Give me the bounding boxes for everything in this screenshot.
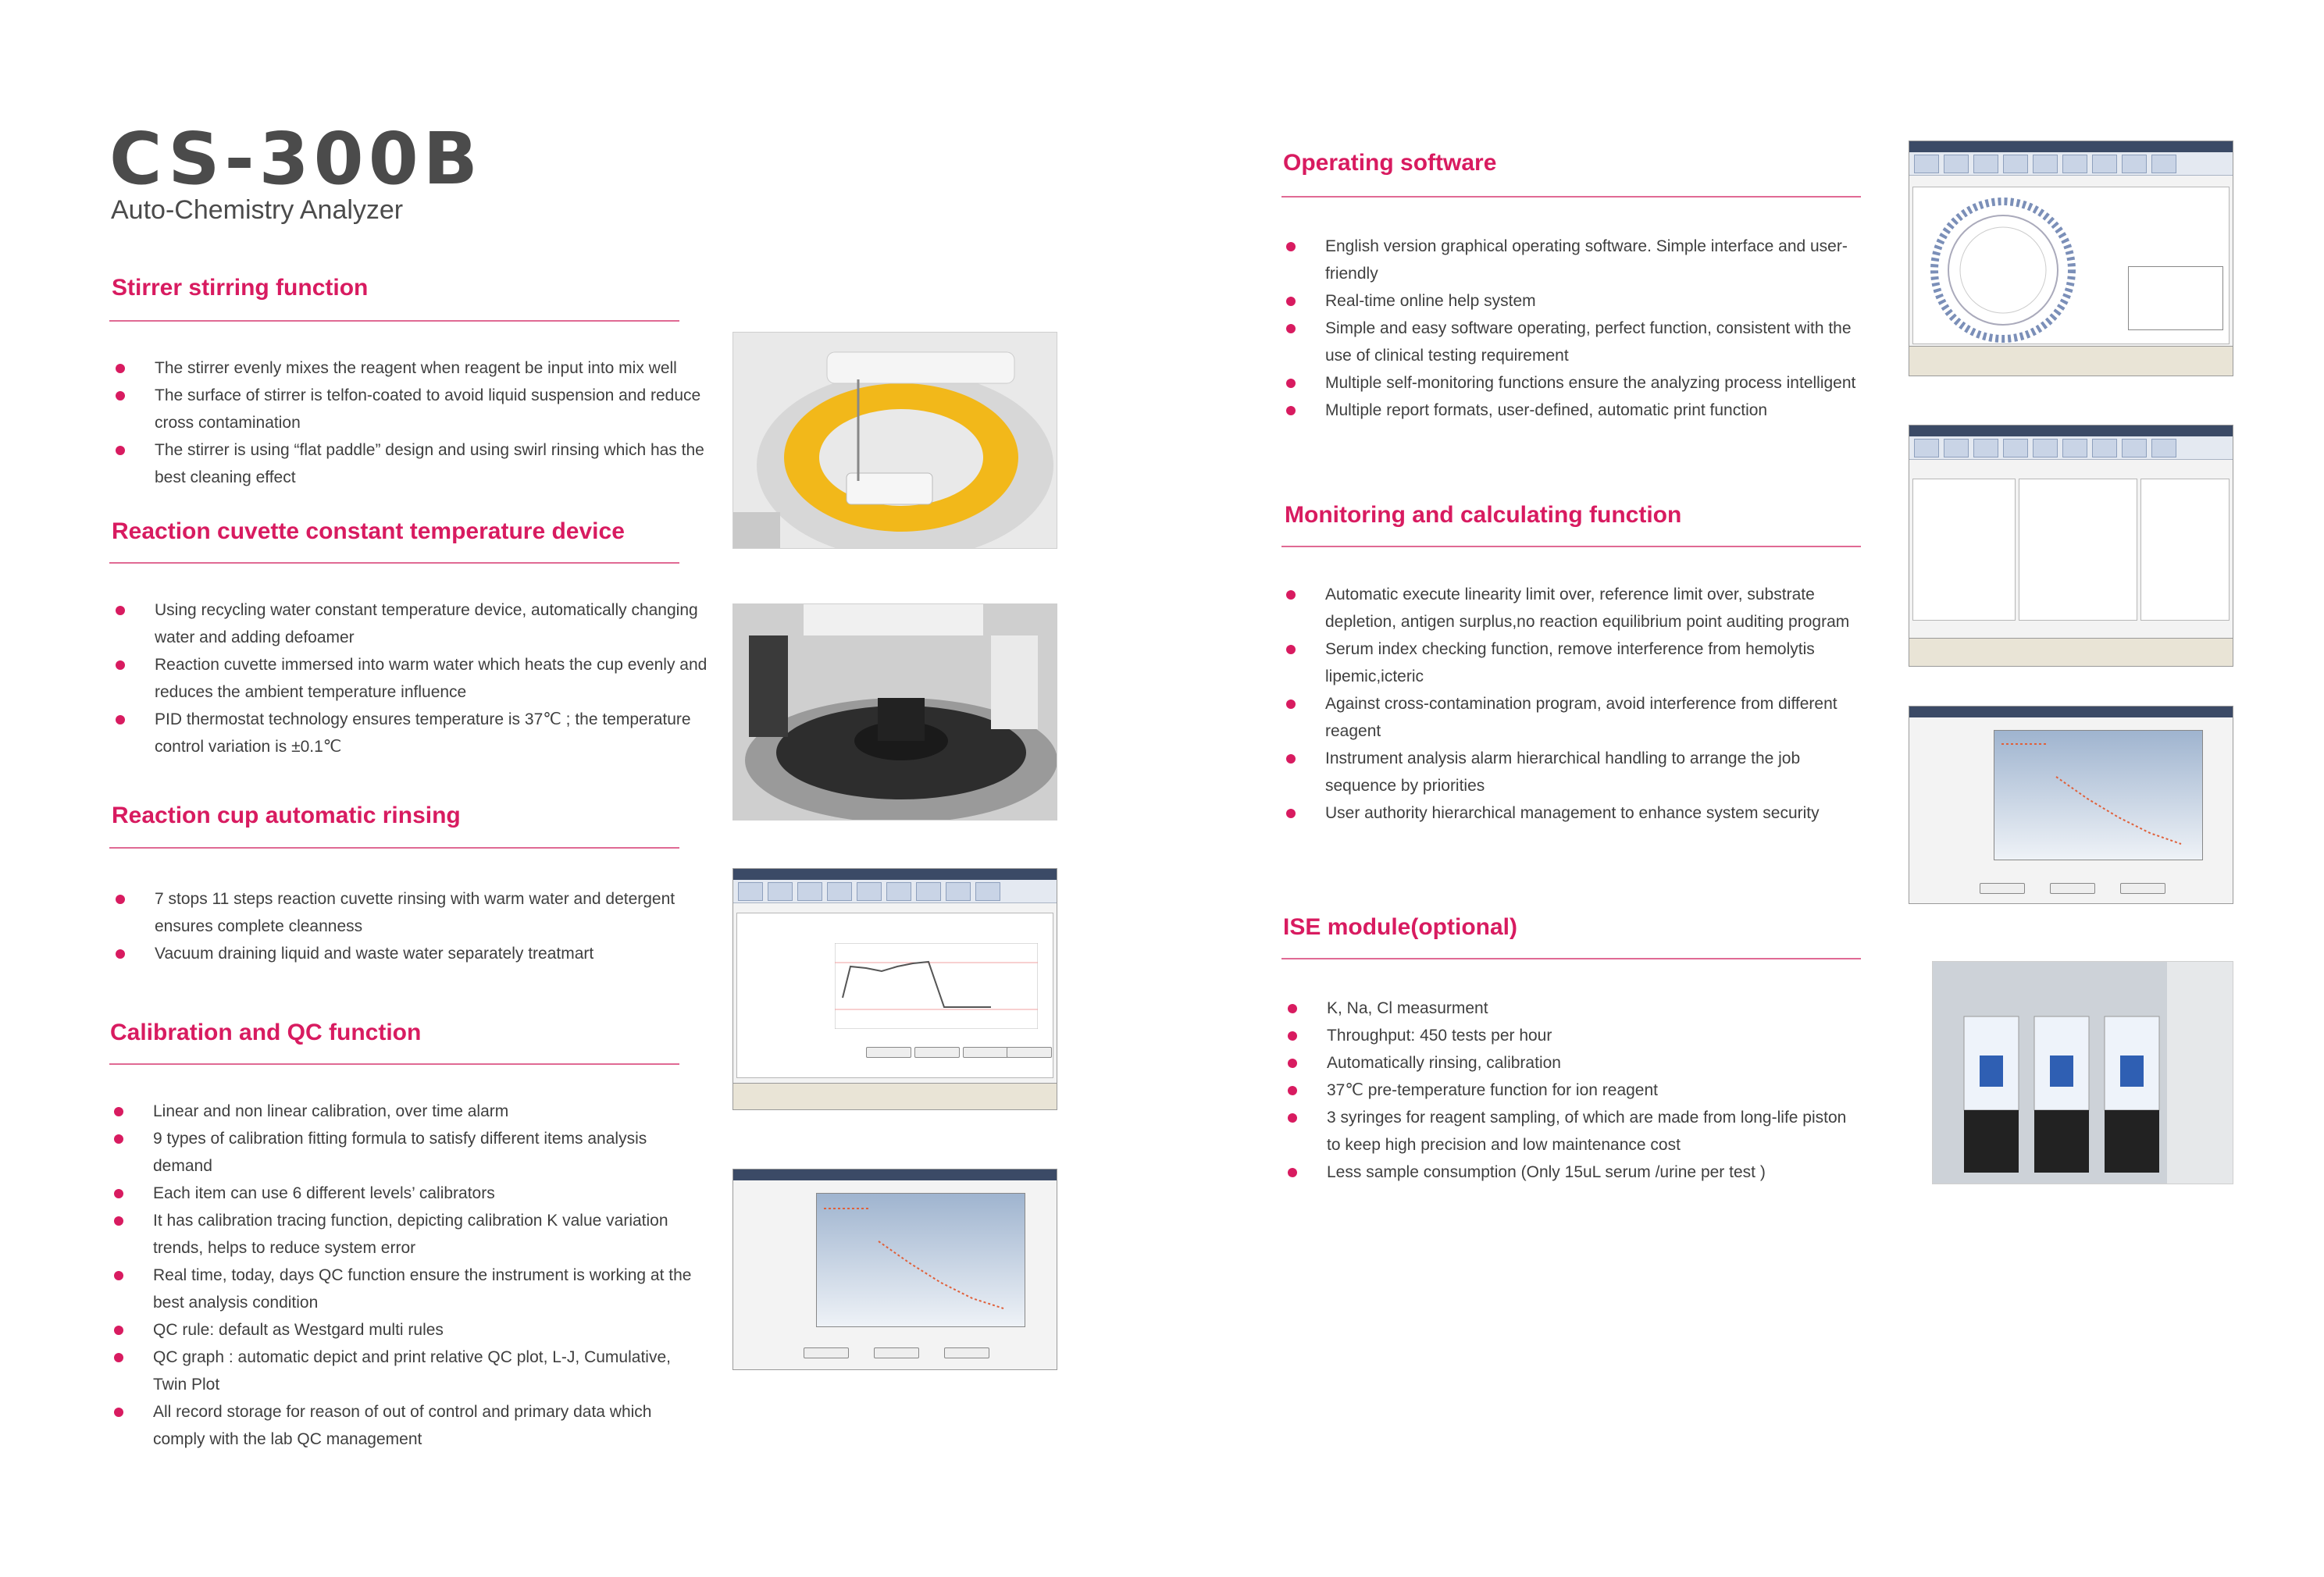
sample-tray-screenshot [1909, 141, 2233, 376]
monitoring-bullet-list [1281, 581, 1875, 827]
reaction-curve-screenshot [732, 1169, 1057, 1370]
list-item: 9 types of calibration fitting formula to satisfy different items analysis demand [109, 1125, 703, 1180]
list-item: Vacuum draining liquid and waste water separately treatmart [111, 940, 720, 967]
section-title-ise: ISE module(optional) [1283, 914, 1517, 940]
list-item: Multiple report formats, user-defined, automatic print function [1281, 397, 1875, 424]
list-item: K, Na, Cl measurment [1283, 995, 1861, 1022]
parameter-settings-screenshot [1909, 425, 2233, 667]
stirrer-photo [732, 332, 1057, 549]
section-title-monitoring: Monitoring and calculating function [1285, 502, 1682, 528]
list-item: The surface of stirrer is telfon-coated to avoid liquid suspension and reduce cross contamination [111, 382, 720, 436]
list-item: Throughput: 450 tests per hour [1283, 1022, 1861, 1049]
list-item: Real-time online help system [1281, 287, 1875, 315]
list-item: Serum index checking function, remove interference from hemolytis lipemic,icteric [1281, 635, 1875, 690]
list-item: Automatic execute linearity limit over, reference limit over, substrate depletion, antigen surplus,no reaction equilibrium point auditing program [1281, 581, 1875, 635]
product-logo: CS-300B [109, 117, 483, 201]
list-item: User authority hierarchical management to enhance system security [1281, 799, 1875, 827]
list-item: The stirrer is using “flat paddle” design and using swirl rinsing which has the best cleaning effect [111, 436, 720, 491]
rinsing-bullet-list [111, 885, 720, 967]
list-item: Linear and non linear calibration, over time alarm [109, 1098, 703, 1125]
section-title-cuvette: Reaction cuvette constant temperature device [112, 518, 625, 544]
list-item: 37℃ pre-temperature function for ion reagent [1283, 1077, 1861, 1104]
list-item: Multiple self-monitoring functions ensure the analyzing process intelligent [1281, 369, 1875, 397]
list-item: Automatically rinsing, calibration [1283, 1049, 1861, 1077]
list-item: Less sample consumption (Only 15uL serum /urine per test ) [1283, 1159, 1861, 1186]
ise-bullet-list [1283, 995, 1861, 1186]
list-item: Each item can use 6 different levels’ calibrators [109, 1180, 703, 1207]
section-divider [109, 320, 679, 322]
section-divider [109, 562, 679, 564]
list-item: 7 stops 11 steps reaction cuvette rinsing with warm water and detergent ensures complete cleanness [111, 885, 720, 940]
calibration-bullet-list [109, 1098, 703, 1453]
section-title-rinsing: Reaction cup automatic rinsing [112, 803, 461, 828]
section-title-stirrer: Stirrer stirring function [112, 275, 369, 301]
list-item: All record storage for reason of out of control and primary data which comply with the lab QC management [109, 1398, 703, 1453]
list-item: English version graphical operating software. Simple interface and user-friendly [1281, 233, 1875, 287]
stirrer-bullet-list [111, 354, 720, 491]
list-item: Instrument analysis alarm hierarchical handling to arrange the job sequence by priorities [1281, 745, 1875, 799]
section-divider [1281, 196, 1861, 198]
qc-chart-screenshot [732, 868, 1057, 1110]
reaction-curve-screenshot-2 [1909, 706, 2233, 904]
water-bath-photo [732, 603, 1057, 821]
ise-syringes-photo [1932, 961, 2233, 1184]
list-item: Against cross-contamination program, avoid interference from different reagent [1281, 690, 1875, 745]
list-item: Real time, today, days QC function ensure the instrument is working at the best analysis condition [109, 1262, 703, 1316]
list-item: The stirrer evenly mixes the reagent when reagent be input into mix well [111, 354, 720, 382]
list-item: QC rule: default as Westgard multi rules [109, 1316, 703, 1344]
list-item: QC graph : automatic depict and print relative QC plot, L-J, Cumulative, Twin Plot [109, 1344, 703, 1398]
section-divider [109, 847, 679, 849]
section-divider [1281, 958, 1861, 959]
section-title-software: Operating software [1283, 150, 1497, 176]
list-item: 3 syringes for reagent sampling, of which are made from long-life piston to keep high precision and low maintenance cost [1283, 1104, 1861, 1159]
section-divider [109, 1063, 679, 1065]
section-divider [1281, 546, 1861, 547]
list-item: Reaction cuvette immersed into warm water which heats the cup evenly and reduces the ambient temperature influence [111, 651, 720, 706]
software-bullet-list [1281, 233, 1875, 424]
list-item: Simple and easy software operating, perfect function, consistent with the use of clinical testing requirement [1281, 315, 1875, 369]
list-item: Using recycling water constant temperature device, automatically changing water and adding defoamer [111, 596, 720, 651]
list-item: It has calibration tracing function, depicting calibration K value variation trends, helps to reduce system error [109, 1207, 703, 1262]
list-item: PID thermostat technology ensures temperature is 37℃ ; the temperature control variation is ±0.1℃ [111, 706, 720, 760]
product-subtitle: Auto-Chemistry Analyzer [111, 195, 404, 225]
cuvette-bullet-list [111, 596, 720, 760]
section-title-calibration: Calibration and QC function [110, 1020, 422, 1045]
